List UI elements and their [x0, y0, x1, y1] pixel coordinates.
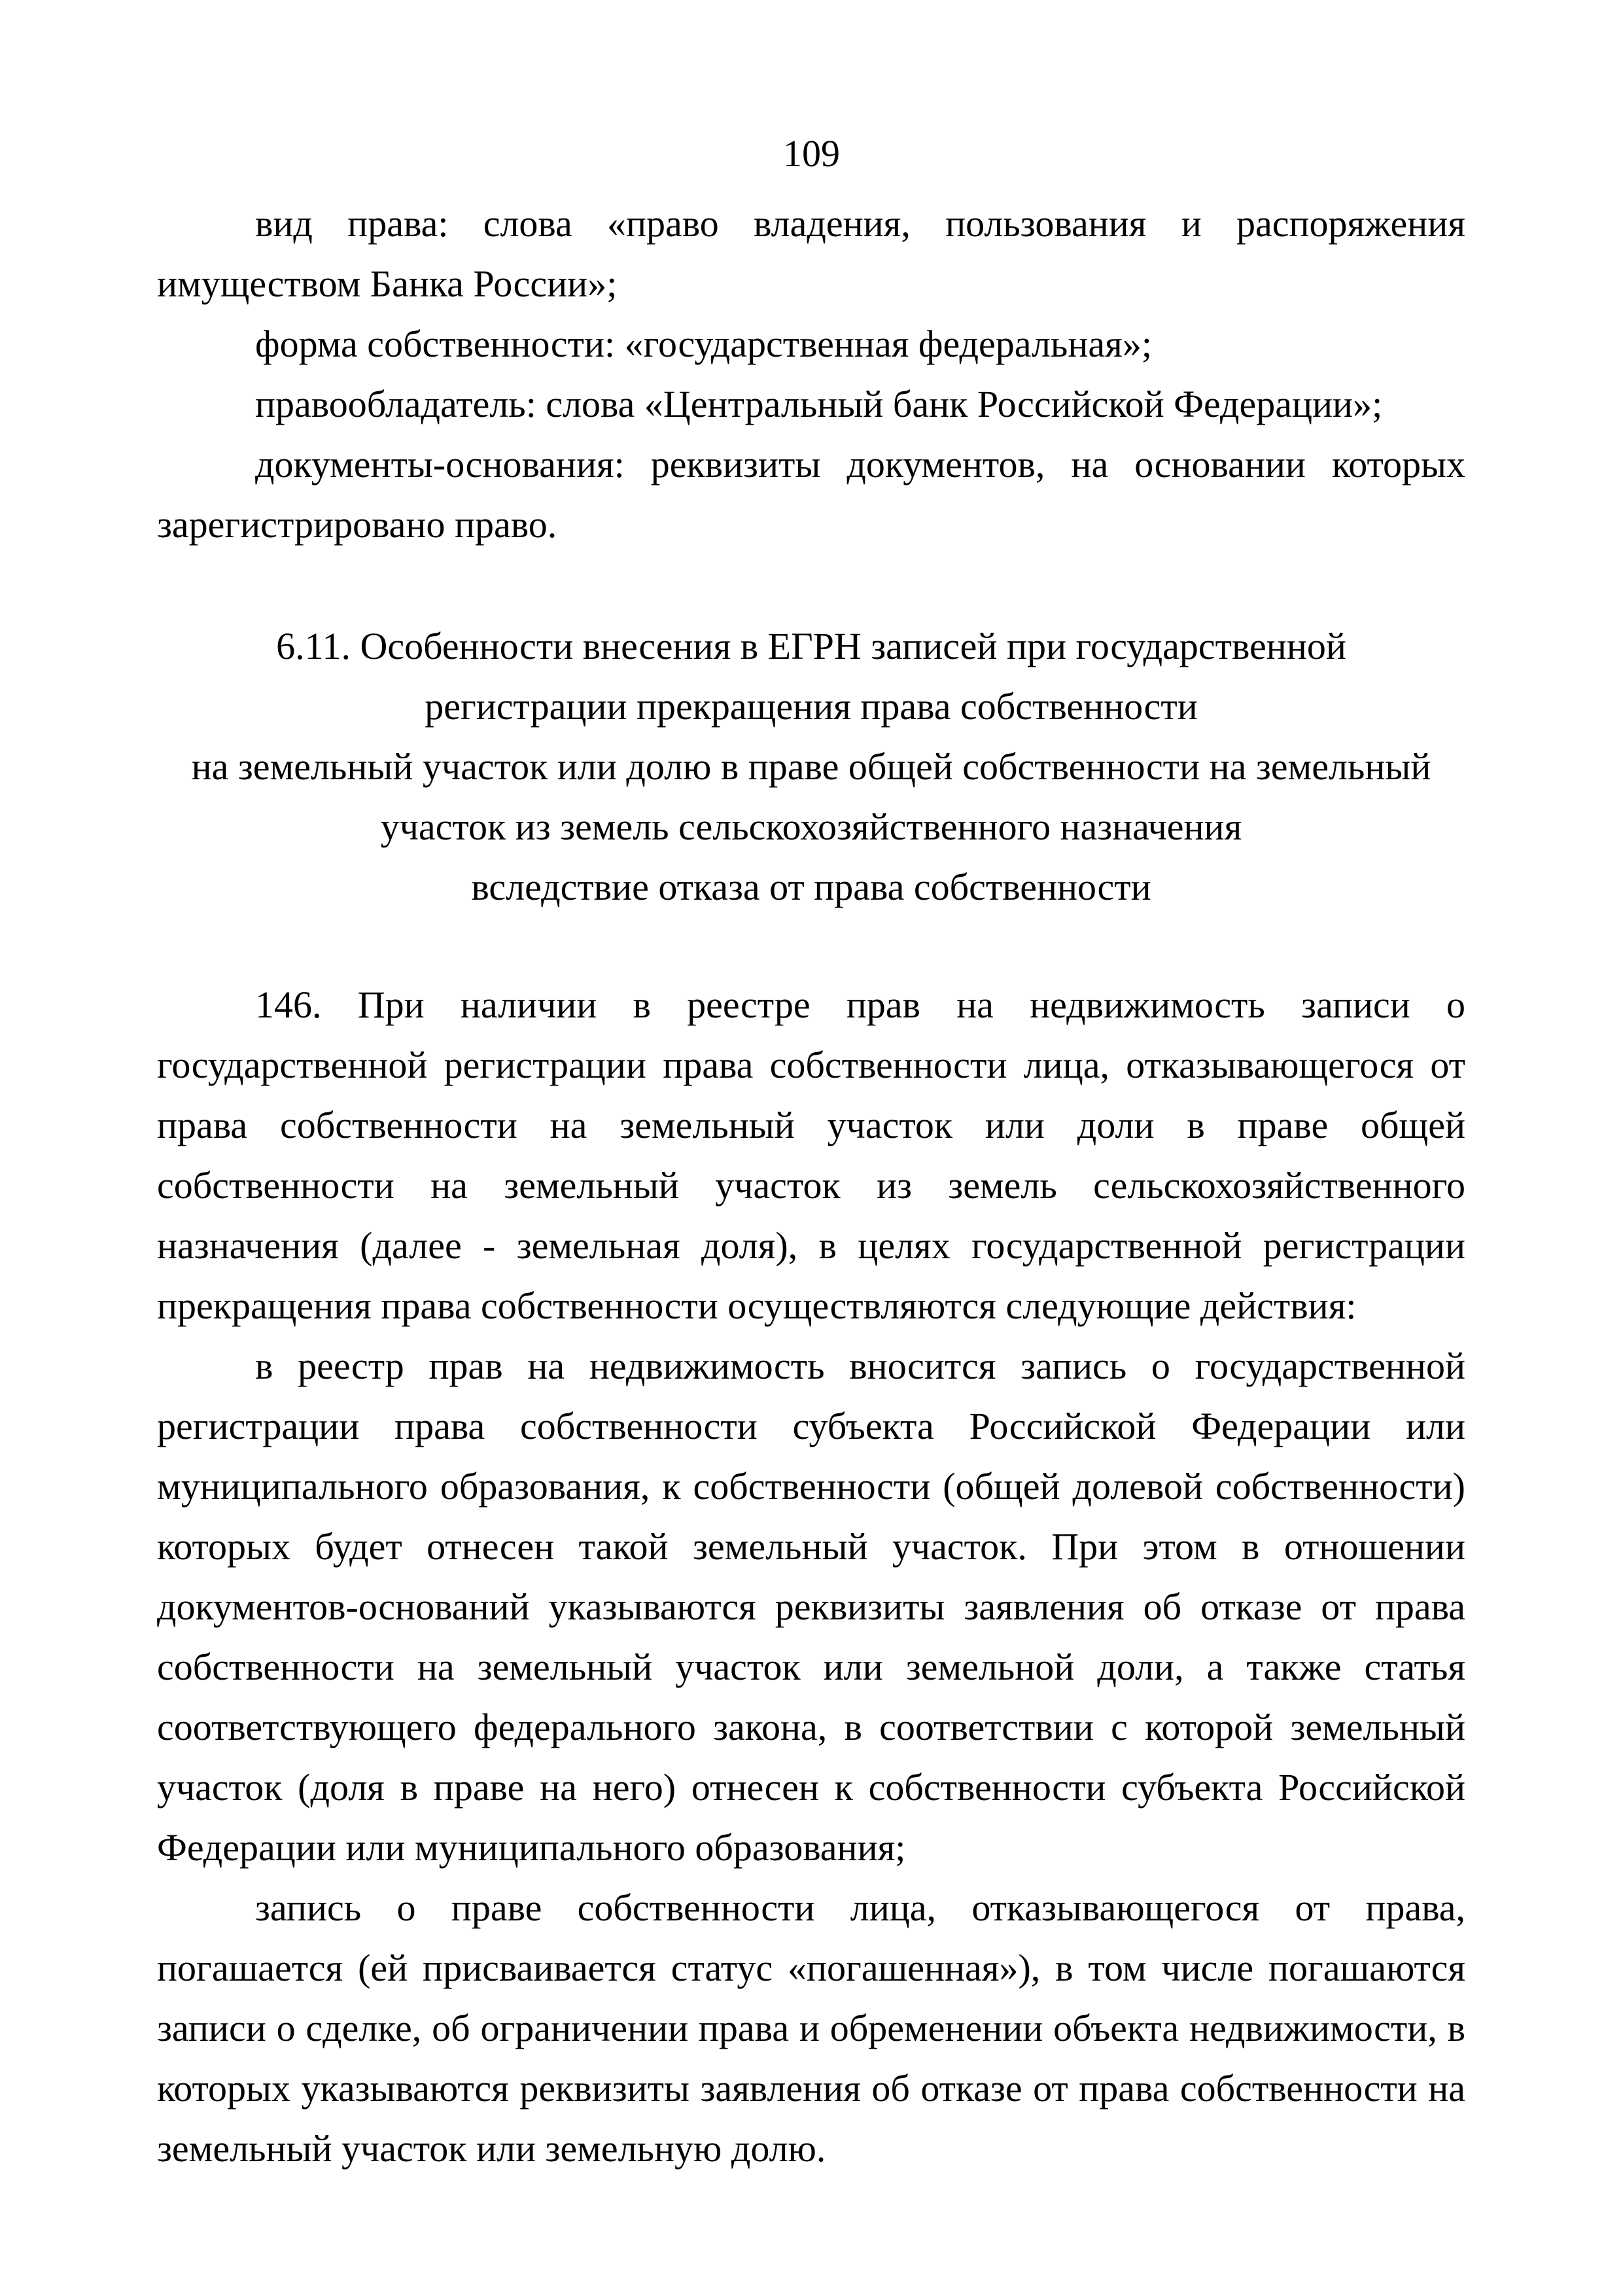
section-heading-line: на земельный участок или долю в праве общей собственности на земельный — [191, 745, 1431, 788]
paragraph-basis-documents: документы-основания: реквизиты документов, на основании которых зарегистрировано право. — [157, 443, 1465, 546]
paragraph-ownership-form: форма собственности: «государственная федеральная»; — [255, 323, 1152, 365]
section-heading-line: регистрации прекращения права собственности — [425, 685, 1198, 728]
main-text-block — [157, 975, 1465, 2179]
paragraph-registry-entry: в реестр прав на недвижимость вносится запись о государственной регистрации права собственности субъекта Российской Федерации или муниципального образования, к собственности (общей долевой собственности) которых будет отнесен такой земельный участок. При этом в отношении документов-оснований указываются реквизиты заявления об отказе от права собственности на земельный участок или земельной доли, а также статья соответствующего федерального закона, в соответствии с которой земельный участок (доля в праве на него) отнесен к собственности субъекта Российской Федерации или муниципального образования; — [157, 1345, 1465, 1869]
paragraph-right-holder: правообладатель: слова «Центральный банк Российской Федерации»; — [255, 383, 1383, 425]
section-heading-line: участок из земель сельскохозяйственного назначения — [380, 805, 1242, 848]
section-heading-line: 6.11. Особенности внесения в ЕГРН записей при государственной — [276, 625, 1346, 667]
paragraph-146: 146. При наличии в реестре прав на недвижимость записи о государственной регистрации права собственности лица, отказывающегося от права собственности на земельный участок или доли в праве общей собственности на земельный участок из земель сельскохозяйственного назначения (далее - земельная доля), в целях государственной регистрации прекращения права собственности осуществляются следующие действия: — [157, 983, 1465, 1327]
section-heading — [157, 616, 1465, 917]
paragraph-entry-cancellation: запись о праве собственности лица, отказывающегося от права, погашается (ей присваивается статус «погашенная»), в том числе погашаются записи о сделке, об ограничении права и обременении объекта недвижимости, в которых указываются реквизиты заявления об отказе от права собственности на земельный участок или земельную долю. — [157, 1886, 1465, 2170]
section-heading-line: вследствие отказа от права собственности — [471, 866, 1151, 908]
intro-text-block — [157, 194, 1465, 555]
page-number: 109 — [783, 132, 840, 175]
paragraph-right-type: вид права: слова «право владения, пользования и распоряжения имуществом Банка России»; — [157, 202, 1465, 305]
